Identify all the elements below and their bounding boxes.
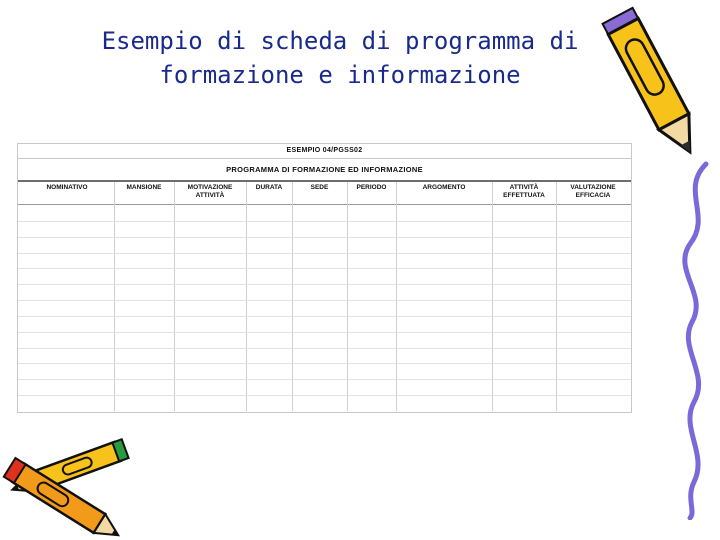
table-row bbox=[18, 379, 631, 380]
table-row bbox=[18, 253, 631, 254]
table-row bbox=[18, 348, 631, 349]
table-row bbox=[18, 284, 631, 285]
column-header-motivazione: MOTIVAZIONE ATTIVITÀ bbox=[187, 184, 233, 199]
table-row bbox=[18, 300, 631, 301]
column-header-argomento: ARGOMENTO bbox=[422, 184, 466, 191]
column-divider bbox=[556, 182, 557, 411]
column-header-valutazione: VALUTAZIONE EFFICACIA bbox=[570, 184, 616, 199]
table-row bbox=[18, 363, 631, 364]
slide-title-line-2: formazione e informazione bbox=[159, 61, 521, 89]
slide-title-line-1: Esempio di scheda di programma di bbox=[101, 27, 579, 55]
wavy-line-decoration bbox=[672, 160, 718, 520]
column-header-mansione: MANSIONE bbox=[126, 184, 162, 191]
table-row bbox=[18, 332, 631, 333]
column-divider bbox=[114, 182, 115, 411]
column-header-sede: SEDE bbox=[310, 184, 329, 191]
column-divider bbox=[396, 182, 397, 411]
table-row bbox=[18, 268, 631, 269]
table-row bbox=[18, 237, 631, 238]
training-program-form bbox=[17, 143, 632, 413]
column-divider bbox=[246, 182, 247, 411]
table-row bbox=[18, 395, 631, 396]
column-header-periodo: PERIODO bbox=[356, 184, 387, 191]
column-divider bbox=[174, 182, 175, 411]
pencil-icon bbox=[596, 0, 718, 172]
pencil-body bbox=[608, 18, 689, 129]
table-row bbox=[18, 316, 631, 317]
column-header-durata: DURATA bbox=[255, 184, 283, 191]
form-title: PROGRAMMA DI FORMAZIONE ED INFORMAZIONE bbox=[226, 165, 423, 174]
pencils-clipart-icon bbox=[0, 430, 150, 540]
form-table bbox=[18, 182, 631, 411]
slide-title bbox=[60, 24, 620, 92]
column-header-attivita: ATTIVITÀ EFFETTUATA bbox=[503, 184, 545, 199]
divider bbox=[18, 158, 631, 159]
column-divider bbox=[292, 182, 293, 411]
column-divider bbox=[492, 182, 493, 411]
header-divider bbox=[18, 204, 631, 205]
column-divider bbox=[347, 182, 348, 411]
column-header-nominativo: NOMINATIVO bbox=[46, 184, 88, 191]
form-code: ESEMPIO 04/PGSS02 bbox=[286, 147, 363, 154]
wavy-line bbox=[685, 164, 706, 518]
table-row bbox=[18, 221, 631, 222]
